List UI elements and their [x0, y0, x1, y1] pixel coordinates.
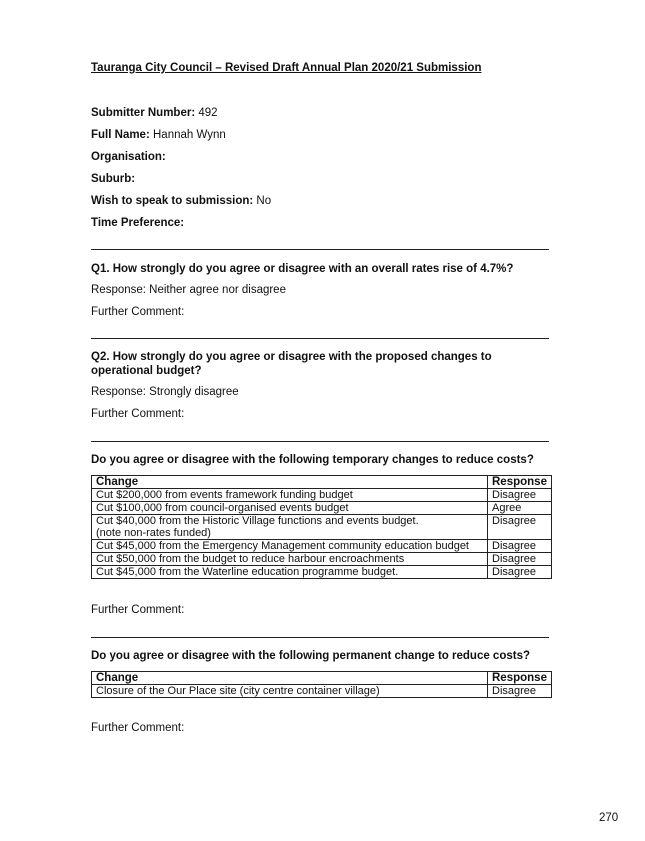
change-cell: Closure of the Our Place site (city centre container village) — [92, 685, 488, 698]
submitter-number-field — [91, 107, 218, 119]
q2-response: Response: Strongly disagree — [91, 386, 239, 398]
change-cell: Cut $45,000 from the Waterline education programme budget. — [92, 566, 488, 579]
column-header-change: Change — [92, 476, 488, 489]
organisation-field — [91, 151, 166, 163]
column-header-response: Response — [488, 672, 552, 685]
q1-comment: Further Comment: — [91, 306, 185, 318]
change-note: (note non-rates funded) — [96, 527, 211, 539]
divider — [91, 338, 549, 339]
speak-field — [91, 195, 271, 207]
submitter-number-value: 492 — [198, 107, 218, 119]
divider — [91, 249, 549, 250]
table-row — [92, 540, 552, 553]
q1-question: Q1. How strongly do you agree or disagree with an overall rates rise of 4.7%? — [91, 263, 514, 275]
q2-comment: Further Comment: — [91, 408, 185, 420]
change-cell: Cut $45,000 from the Emergency Management community education budget — [92, 540, 488, 553]
change-cell — [92, 515, 488, 540]
permanent-change-table — [91, 671, 552, 698]
time-preference-label: Time Preference: — [91, 217, 185, 229]
table-row — [92, 502, 552, 515]
response-cell: Disagree — [488, 489, 552, 502]
organisation-label: Organisation: — [91, 151, 166, 163]
response-cell: Agree — [488, 502, 552, 515]
speak-label: Wish to speak to submission: — [91, 195, 254, 207]
full-name-field — [91, 129, 226, 141]
full-name-label: Full Name: — [91, 129, 150, 141]
suburb-label: Suburb: — [91, 173, 136, 185]
table-row — [92, 489, 552, 502]
response-cell: Disagree — [488, 515, 552, 540]
change-cell: Cut $100,000 from council-organised events budget — [92, 502, 488, 515]
q4-question: Do you agree or disagree with the following permanent change to reduce costs? — [91, 650, 530, 662]
column-header-change: Change — [92, 672, 488, 685]
table-header-row — [92, 672, 552, 685]
column-header-response: Response — [488, 476, 552, 489]
change-cell: Cut $50,000 from the budget to reduce harbour encroachments — [92, 553, 488, 566]
q3-question: Do you agree or disagree with the following temporary changes to reduce costs? — [91, 454, 534, 466]
table-row — [92, 685, 552, 698]
page-number: 270 — [599, 812, 619, 824]
table-row — [92, 553, 552, 566]
table-row — [92, 515, 552, 540]
temporary-changes-table — [91, 475, 552, 579]
q2-question: Q2. How strongly do you agree or disagree with the proposed changes to operational budget? — [91, 351, 492, 377]
speak-value: No — [256, 195, 272, 207]
document-title: Tauranga City Council – Revised Draft Annual Plan 2020/21 Submission — [91, 62, 482, 74]
response-cell: Disagree — [488, 566, 552, 579]
q1-response: Response: Neither agree nor disagree — [91, 284, 286, 296]
full-name-value: Hannah Wynn — [153, 129, 226, 141]
table-row — [92, 566, 552, 579]
table-header-row — [92, 476, 552, 489]
response-cell: Disagree — [488, 685, 552, 698]
change-text: Cut $40,000 from the Historic Village functions and events budget. — [96, 515, 419, 527]
divider — [91, 637, 549, 638]
change-cell: Cut $200,000 from events framework funding budget — [92, 489, 488, 502]
divider — [91, 441, 549, 442]
submitter-number-label: Submitter Number: — [91, 107, 196, 119]
q3-comment: Further Comment: — [91, 604, 185, 616]
q4-comment: Further Comment: — [91, 722, 185, 734]
suburb-field — [91, 173, 135, 185]
response-cell: Disagree — [488, 540, 552, 553]
time-preference-field — [91, 217, 184, 229]
response-cell: Disagree — [488, 553, 552, 566]
